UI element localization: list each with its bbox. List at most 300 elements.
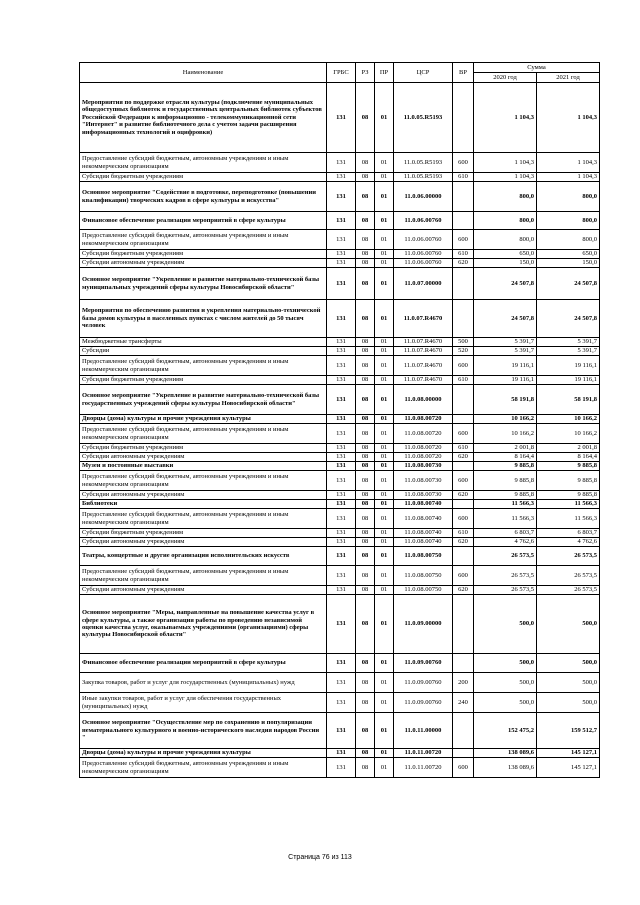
cell-rz: 08 [356, 538, 375, 547]
cell-name: Библиотеки [80, 500, 327, 509]
cell-sum-2020: 800,0 [474, 230, 537, 250]
cell-rz: 08 [356, 491, 375, 500]
cell-sum-2020: 1 104,3 [474, 173, 537, 182]
cell-sum-2021: 8 164,4 [537, 453, 600, 462]
table-header [80, 63, 600, 83]
table-row [80, 453, 600, 462]
cell-sum-2020: 9 885,8 [474, 491, 537, 500]
cell-name: Театры, концертные и другие организации исполнительских искусств [80, 547, 327, 566]
cell-vr: 610 [453, 529, 474, 538]
cell-sum-2021: 19 116,1 [537, 376, 600, 385]
cell-pr: 01 [375, 547, 394, 566]
table-row [80, 693, 600, 713]
cell-sum-2021: 26 573,5 [537, 547, 600, 566]
cell-name: Субсидии бюджетным учреждениям [80, 250, 327, 259]
cell-grbs: 131 [327, 83, 356, 153]
cell-csr: 11.0.09.00760 [394, 693, 453, 713]
cell-csr: 11.0.09.00000 [394, 595, 453, 654]
cell-pr: 01 [375, 471, 394, 491]
cell-grbs: 131 [327, 500, 356, 509]
cell-grbs: 131 [327, 693, 356, 713]
cell-csr: 11.0.08.00750 [394, 566, 453, 586]
cell-sum-2020: 2 001,8 [474, 444, 537, 453]
cell-grbs: 131 [327, 173, 356, 182]
cell-vr: 600 [453, 758, 474, 778]
cell-sum-2021: 145 127,1 [537, 749, 600, 758]
cell-pr: 01 [375, 538, 394, 547]
header-year-2020: 2020 год [474, 73, 537, 83]
cell-vr: 200 [453, 673, 474, 693]
cell-rz: 08 [356, 509, 375, 529]
cell-rz: 08 [356, 230, 375, 250]
table-row [80, 376, 600, 385]
cell-csr: 11.0.05.R5193 [394, 173, 453, 182]
cell-csr: 11.0.07.R4670 [394, 356, 453, 376]
cell-vr: 600 [453, 153, 474, 173]
table-row [80, 230, 600, 250]
cell-name: Субсидии бюджетным учреждениям [80, 444, 327, 453]
cell-sum-2020: 5 391,7 [474, 338, 537, 347]
cell-vr: 620 [453, 259, 474, 268]
table-row [80, 547, 600, 566]
header-year-2021: 2021 год [537, 73, 600, 83]
cell-csr: 11.0.06.00760 [394, 212, 453, 230]
cell-grbs: 131 [327, 586, 356, 595]
cell-pr: 01 [375, 453, 394, 462]
cell-sum-2020: 9 885,8 [474, 471, 537, 491]
cell-name: Дворцы (дома) культуры и прочие учреждения культуры [80, 749, 327, 758]
cell-grbs: 131 [327, 453, 356, 462]
cell-vr: 610 [453, 444, 474, 453]
cell-rz: 08 [356, 182, 375, 212]
cell-vr [453, 212, 474, 230]
cell-sum-2020: 6 803,7 [474, 529, 537, 538]
cell-grbs: 131 [327, 153, 356, 173]
cell-rz: 08 [356, 385, 375, 415]
cell-csr: 11.0.07.R4670 [394, 338, 453, 347]
cell-sum-2021: 500,0 [537, 693, 600, 713]
cell-name: Основное мероприятие "Осуществление мер по сохранению и популяризации нематериального культурного и военно-исторического наследия народов России " [80, 713, 327, 749]
cell-vr: 610 [453, 250, 474, 259]
cell-vr [453, 500, 474, 509]
table-row [80, 259, 600, 268]
cell-name: Предоставление субсидий бюджетным, автономным учреждениям и иным некоммерческим организациям [80, 758, 327, 778]
cell-name: Закупка товаров, работ и услуг для государственных (муниципальных) нужд [80, 673, 327, 693]
cell-name: Мероприятия по обеспечению развития и укрепления материально-технической базы домов культуры в населенных пунктах с числом жителей до 50 тысяч человек [80, 300, 327, 338]
cell-sum-2020: 4 762,6 [474, 538, 537, 547]
cell-csr: 11.0.05.R5193 [394, 153, 453, 173]
cell-sum-2021: 19 116,1 [537, 356, 600, 376]
cell-sum-2020: 500,0 [474, 595, 537, 654]
cell-grbs: 131 [327, 547, 356, 566]
cell-sum-2021: 500,0 [537, 654, 600, 673]
cell-csr: 11.0.11.00000 [394, 713, 453, 749]
cell-csr: 11.0.08.00750 [394, 547, 453, 566]
cell-vr: 620 [453, 538, 474, 547]
cell-vr: 600 [453, 509, 474, 529]
cell-sum-2020: 500,0 [474, 673, 537, 693]
cell-sum-2020: 1 104,3 [474, 153, 537, 173]
cell-sum-2021: 11 566,3 [537, 509, 600, 529]
cell-sum-2021: 9 885,8 [537, 471, 600, 491]
cell-name: Финансовое обеспечение реализации мероприятий в сфере культуры [80, 212, 327, 230]
cell-rz: 08 [356, 749, 375, 758]
cell-csr: 11.0.08.00720 [394, 424, 453, 444]
table-row [80, 586, 600, 595]
cell-name: Основное мероприятие "Содействие в подготовке, переподготовке (повышении квалификации) творческих кадров в сфере культуры и искусства" [80, 182, 327, 212]
cell-name: Иные закупки товаров, работ и услуг для обеспечения государственных (муниципальных) нужд [80, 693, 327, 713]
cell-grbs: 131 [327, 471, 356, 491]
cell-grbs: 131 [327, 491, 356, 500]
cell-csr: 11.0.08.00740 [394, 529, 453, 538]
table-row [80, 509, 600, 529]
cell-pr: 01 [375, 654, 394, 673]
cell-csr: 11.0.08.00740 [394, 538, 453, 547]
cell-sum-2020: 24 507,8 [474, 300, 537, 338]
table-row [80, 415, 600, 424]
cell-name: Субсидии автономным учреждениям [80, 538, 327, 547]
cell-pr: 01 [375, 259, 394, 268]
cell-sum-2021: 11 566,3 [537, 500, 600, 509]
cell-sum-2020: 19 116,1 [474, 356, 537, 376]
cell-pr: 01 [375, 673, 394, 693]
cell-rz: 08 [356, 444, 375, 453]
table-row [80, 444, 600, 453]
cell-sum-2020: 800,0 [474, 182, 537, 212]
cell-rz: 08 [356, 153, 375, 173]
cell-grbs: 131 [327, 595, 356, 654]
cell-grbs: 131 [327, 347, 356, 356]
cell-name: Субсидии [80, 347, 327, 356]
table-row [80, 758, 600, 778]
cell-grbs: 131 [327, 300, 356, 338]
cell-grbs: 131 [327, 749, 356, 758]
cell-rz: 08 [356, 547, 375, 566]
cell-pr: 01 [375, 415, 394, 424]
cell-sum-2020: 800,0 [474, 212, 537, 230]
cell-sum-2021: 159 512,7 [537, 713, 600, 749]
cell-grbs: 131 [327, 212, 356, 230]
cell-vr: 610 [453, 376, 474, 385]
cell-rz: 08 [356, 259, 375, 268]
table-row [80, 491, 600, 500]
cell-vr [453, 654, 474, 673]
cell-grbs: 131 [327, 424, 356, 444]
cell-pr: 01 [375, 173, 394, 182]
cell-sum-2020: 1 104,3 [474, 83, 537, 153]
cell-name: Межбюджетные трансферты [80, 338, 327, 347]
cell-sum-2021: 1 104,3 [537, 153, 600, 173]
cell-rz: 08 [356, 462, 375, 471]
table-row [80, 566, 600, 586]
cell-name: Мероприятия по поддержке отрасли культуры (подключение муниципальных общедоступных библиотек и государственных центральных библиотек субъектов Российской Федерации к информационно - телекоммуникационной сети "Интернет" и развитие библиотечного дела с учетом задачи расширения информационных технологий и оцифровки) [80, 83, 327, 153]
cell-rz: 08 [356, 415, 375, 424]
cell-csr: 11.0.08.00720 [394, 453, 453, 462]
cell-csr: 11.0.07.R4670 [394, 347, 453, 356]
cell-grbs: 131 [327, 250, 356, 259]
cell-grbs: 131 [327, 509, 356, 529]
table-row [80, 250, 600, 259]
cell-grbs: 131 [327, 415, 356, 424]
cell-sum-2020: 26 573,5 [474, 586, 537, 595]
cell-name: Субсидии бюджетным учреждениям [80, 376, 327, 385]
cell-csr: 11.0.08.00000 [394, 385, 453, 415]
cell-vr: 620 [453, 586, 474, 595]
cell-sum-2021: 1 104,3 [537, 83, 600, 153]
cell-grbs: 131 [327, 230, 356, 250]
table-row [80, 347, 600, 356]
table-row [80, 595, 600, 654]
cell-rz: 08 [356, 173, 375, 182]
cell-name: Субсидии бюджетным учреждениям [80, 529, 327, 538]
cell-sum-2021: 650,0 [537, 250, 600, 259]
cell-name: Дворцы (дома) культуры и прочие учреждения культуры [80, 415, 327, 424]
table-row [80, 83, 600, 153]
cell-sum-2021: 145 127,1 [537, 758, 600, 778]
cell-sum-2021: 4 762,6 [537, 538, 600, 547]
cell-grbs: 131 [327, 444, 356, 453]
cell-rz: 08 [356, 356, 375, 376]
cell-sum-2021: 26 573,5 [537, 586, 600, 595]
cell-sum-2020: 26 573,5 [474, 547, 537, 566]
table-row [80, 749, 600, 758]
cell-pr: 01 [375, 500, 394, 509]
cell-sum-2021: 800,0 [537, 182, 600, 212]
header-vr: ВР [453, 63, 474, 83]
cell-sum-2021: 6 803,7 [537, 529, 600, 538]
cell-name: Предоставление субсидий бюджетным, автономным учреждениям и иным некоммерческим организациям [80, 424, 327, 444]
cell-grbs: 131 [327, 376, 356, 385]
cell-pr: 01 [375, 182, 394, 212]
cell-sum-2021: 9 885,8 [537, 491, 600, 500]
cell-rz: 08 [356, 212, 375, 230]
cell-sum-2020: 9 885,8 [474, 462, 537, 471]
cell-grbs: 131 [327, 758, 356, 778]
cell-csr: 11.0.09.00760 [394, 673, 453, 693]
cell-sum-2021: 26 573,5 [537, 566, 600, 586]
cell-sum-2020: 19 116,1 [474, 376, 537, 385]
cell-sum-2021: 9 885,8 [537, 462, 600, 471]
cell-vr [453, 547, 474, 566]
cell-sum-2020: 8 164,4 [474, 453, 537, 462]
cell-pr: 01 [375, 212, 394, 230]
cell-pr: 01 [375, 356, 394, 376]
cell-rz: 08 [356, 471, 375, 491]
cell-grbs: 131 [327, 259, 356, 268]
cell-pr: 01 [375, 424, 394, 444]
cell-csr: 11.0.06.00760 [394, 250, 453, 259]
cell-vr [453, 182, 474, 212]
cell-name: Субсидии автономным учреждениям [80, 259, 327, 268]
cell-csr: 11.0.08.00720 [394, 415, 453, 424]
cell-csr: 11.0.08.00740 [394, 509, 453, 529]
cell-pr: 01 [375, 529, 394, 538]
cell-sum-2021: 150,0 [537, 259, 600, 268]
cell-name: Субсидии автономным учреждениям [80, 491, 327, 500]
cell-sum-2021: 58 191,8 [537, 385, 600, 415]
cell-rz: 08 [356, 654, 375, 673]
cell-pr: 01 [375, 566, 394, 586]
cell-sum-2021: 24 507,8 [537, 268, 600, 300]
cell-sum-2020: 500,0 [474, 654, 537, 673]
cell-pr: 01 [375, 462, 394, 471]
cell-pr: 01 [375, 347, 394, 356]
cell-csr: 11.0.07.00000 [394, 268, 453, 300]
cell-rz: 08 [356, 300, 375, 338]
cell-vr [453, 415, 474, 424]
cell-name: Субсидии автономным учреждениям [80, 586, 327, 595]
cell-pr: 01 [375, 153, 394, 173]
cell-pr: 01 [375, 749, 394, 758]
cell-csr: 11.0.08.00740 [394, 500, 453, 509]
cell-vr: 520 [453, 347, 474, 356]
cell-grbs: 131 [327, 462, 356, 471]
cell-sum-2021: 5 391,7 [537, 347, 600, 356]
cell-csr: 11.0.08.00720 [394, 444, 453, 453]
cell-vr [453, 385, 474, 415]
table-row [80, 713, 600, 749]
cell-sum-2021: 1 104,3 [537, 173, 600, 182]
cell-vr: 600 [453, 230, 474, 250]
cell-pr: 01 [375, 595, 394, 654]
cell-sum-2020: 26 573,5 [474, 566, 537, 586]
cell-pr: 01 [375, 444, 394, 453]
cell-grbs: 131 [327, 385, 356, 415]
cell-name: Основное мероприятие "Укрепление и развитие материально-технической базы муниципальных учреждений сферы культуры Новосибирской области" [80, 268, 327, 300]
cell-vr [453, 462, 474, 471]
cell-grbs: 131 [327, 654, 356, 673]
table-row [80, 538, 600, 547]
cell-rz: 08 [356, 693, 375, 713]
cell-sum-2020: 10 166,2 [474, 424, 537, 444]
cell-vr [453, 713, 474, 749]
cell-rz: 08 [356, 250, 375, 259]
cell-pr: 01 [375, 83, 394, 153]
table-row [80, 424, 600, 444]
cell-rz: 08 [356, 500, 375, 509]
cell-rz: 08 [356, 673, 375, 693]
cell-sum-2020: 58 191,8 [474, 385, 537, 415]
cell-grbs: 131 [327, 673, 356, 693]
cell-rz: 08 [356, 758, 375, 778]
cell-rz: 08 [356, 713, 375, 749]
cell-vr [453, 749, 474, 758]
cell-pr: 01 [375, 268, 394, 300]
cell-rz: 08 [356, 424, 375, 444]
cell-sum-2020: 5 391,7 [474, 347, 537, 356]
cell-pr: 01 [375, 758, 394, 778]
cell-rz: 08 [356, 376, 375, 385]
cell-grbs: 131 [327, 338, 356, 347]
cell-sum-2020: 650,0 [474, 250, 537, 259]
cell-vr: 600 [453, 424, 474, 444]
cell-vr: 600 [453, 471, 474, 491]
cell-rz: 08 [356, 529, 375, 538]
table-row [80, 268, 600, 300]
cell-vr [453, 300, 474, 338]
cell-sum-2020: 11 566,3 [474, 500, 537, 509]
cell-pr: 01 [375, 491, 394, 500]
cell-rz: 08 [356, 83, 375, 153]
cell-rz: 08 [356, 268, 375, 300]
cell-vr: 600 [453, 356, 474, 376]
table-row [80, 385, 600, 415]
cell-vr: 500 [453, 338, 474, 347]
table-body [80, 83, 600, 778]
cell-sum-2020: 152 475,2 [474, 713, 537, 749]
table-row [80, 212, 600, 230]
cell-name: Субсидии бюджетным учреждениям [80, 173, 327, 182]
cell-rz: 08 [356, 453, 375, 462]
cell-name: Предоставление субсидий бюджетным, автономным учреждениям и иным некоммерческим организациям [80, 230, 327, 250]
header-csr: ЦСР [394, 63, 453, 83]
cell-pr: 01 [375, 338, 394, 347]
cell-sum-2021: 500,0 [537, 673, 600, 693]
cell-pr: 01 [375, 376, 394, 385]
table-row [80, 462, 600, 471]
cell-pr: 01 [375, 300, 394, 338]
cell-vr [453, 595, 474, 654]
cell-csr: 11.0.06.00000 [394, 182, 453, 212]
cell-sum-2020: 138 089,6 [474, 758, 537, 778]
cell-name: Музеи и постоянные выставки [80, 462, 327, 471]
cell-pr: 01 [375, 385, 394, 415]
cell-pr: 01 [375, 250, 394, 259]
cell-name: Основное мероприятие "Меры, направленные на повышение качества услуг в сфере культуры, а также организация работы по проведению независимой оценки качества услуг, оказываемых учреждениями (организациями) сферы культуры Новосибирской области" [80, 595, 327, 654]
cell-sum-2020: 10 166,2 [474, 415, 537, 424]
cell-grbs: 131 [327, 538, 356, 547]
table-row [80, 182, 600, 212]
cell-sum-2020: 150,0 [474, 259, 537, 268]
table-row [80, 471, 600, 491]
cell-csr: 11.0.08.00730 [394, 462, 453, 471]
cell-vr [453, 268, 474, 300]
table-row [80, 153, 600, 173]
cell-sum-2021: 10 166,2 [537, 415, 600, 424]
cell-grbs: 131 [327, 182, 356, 212]
cell-csr: 11.0.11.00720 [394, 758, 453, 778]
header-rz: РЗ [356, 63, 375, 83]
header-name: Наименование [80, 63, 327, 83]
cell-vr: 240 [453, 693, 474, 713]
table-row [80, 356, 600, 376]
cell-pr: 01 [375, 713, 394, 749]
cell-sum-2021: 5 391,7 [537, 338, 600, 347]
cell-sum-2021: 800,0 [537, 212, 600, 230]
cell-vr: 620 [453, 491, 474, 500]
cell-csr: 11.0.11.00720 [394, 749, 453, 758]
table-row [80, 673, 600, 693]
cell-rz: 08 [356, 595, 375, 654]
table-row [80, 500, 600, 509]
cell-pr: 01 [375, 230, 394, 250]
cell-sum-2020: 138 089,6 [474, 749, 537, 758]
cell-rz: 08 [356, 586, 375, 595]
cell-csr: 11.0.08.00750 [394, 586, 453, 595]
header-pr: ПР [375, 63, 394, 83]
cell-name: Предоставление субсидий бюджетным, автономным учреждениям и иным некоммерческим организациям [80, 471, 327, 491]
cell-sum-2021: 800,0 [537, 230, 600, 250]
cell-name: Финансовое обеспечение реализации мероприятий в сфере культуры [80, 654, 327, 673]
cell-sum-2021: 2 001,8 [537, 444, 600, 453]
cell-rz: 08 [356, 347, 375, 356]
cell-grbs: 131 [327, 268, 356, 300]
cell-csr: 11.0.06.00760 [394, 259, 453, 268]
cell-pr: 01 [375, 586, 394, 595]
header-grbs: ГРБС [327, 63, 356, 83]
budget-table [79, 62, 600, 778]
cell-csr: 11.0.06.00760 [394, 230, 453, 250]
